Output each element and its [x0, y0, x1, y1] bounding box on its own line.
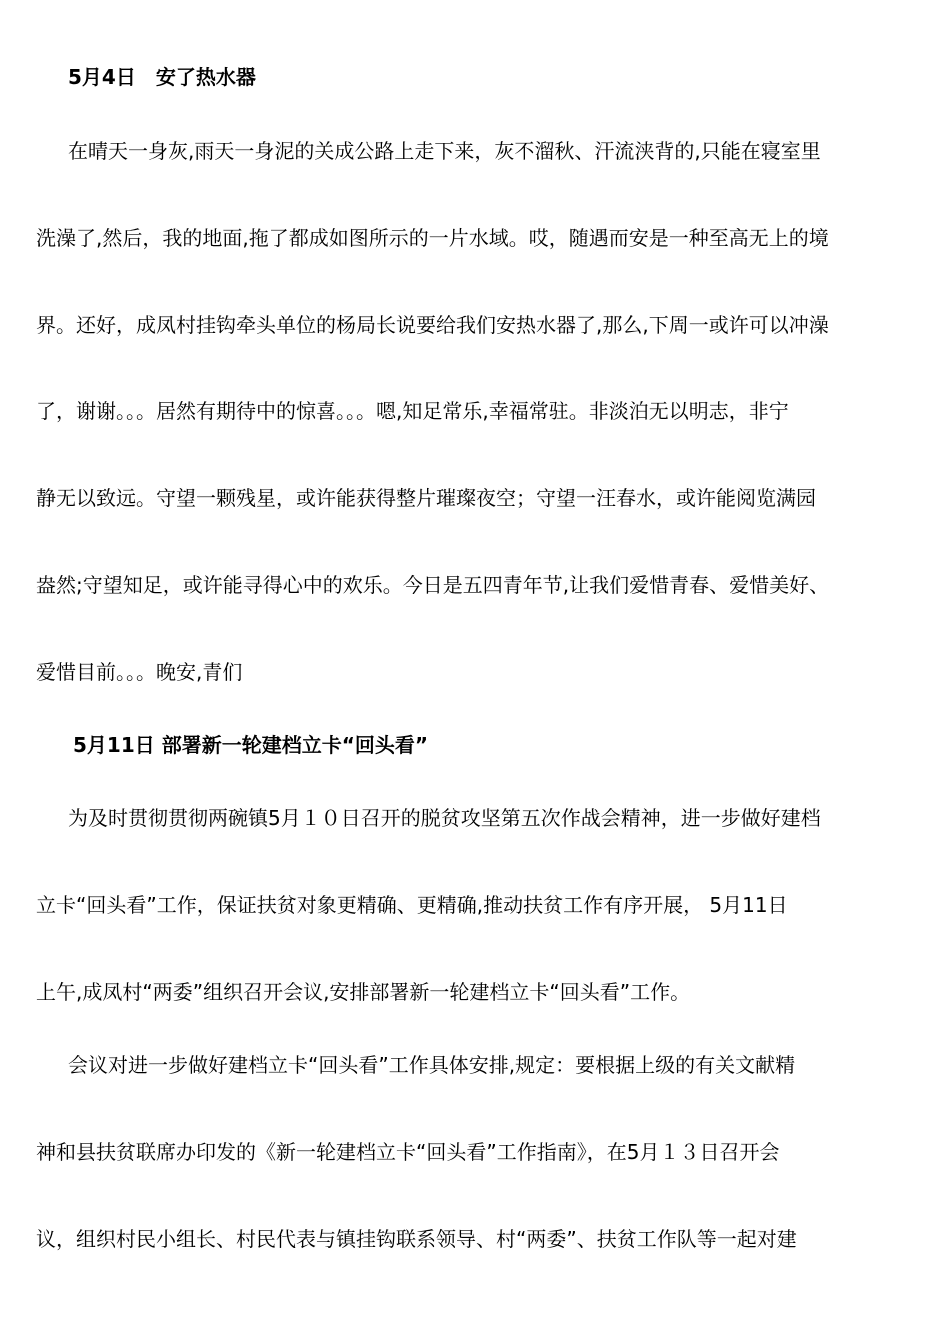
paragraph-line: 盎然;守望知足，或许能寻得心中的欢乐。今日是五四青年节,让我们爱惜青春、爱惜美好、 [36, 573, 830, 597]
section-heading-may-11: 5月11日 部署新一轮建档立卡“回头看” [73, 733, 428, 757]
section-heading-may-4: 5月4日 安了热水器 [68, 65, 256, 89]
paragraph-line: 了，谢谢。。。居然有期待中的惊喜。。。嗯,知足常乐,幸福常驻。非淡泊无以明志，非宁 [36, 399, 789, 423]
paragraph-line: 爱惜目前。。。晚安,青们 [36, 660, 243, 684]
paragraph-line: 界。还好，成凤村挂钩牵头单位的杨局长说要给我们安热水器了,那么,下周一或许可以冲澡 [36, 313, 829, 337]
paragraph-line: 洗澡了,然后，我的地面,拖了都成如图所示的一片水域。哎，随遇而安是一种至高无上的境 [36, 226, 829, 250]
paragraph-line: 会议对进一步做好建档立卡“回头看”工作具体安排,规定：要根据上级的有关文献精 [68, 1053, 796, 1077]
paragraph-line: 神和县扶贫联席办印发的《新一轮建档立卡“回头看”工作指南》，在5月１３日召开会 [36, 1140, 780, 1164]
paragraph-line: 在晴天一身灰,雨天一身泥的关成公路上走下来，灰不溜秋、汗流浃背的,只能在寝室里 [68, 139, 821, 163]
paragraph-line: 立卡“回头看”工作，保证扶贫对象更精确、更精确,推动扶贫工作有序开展， 5月11日 [36, 893, 788, 917]
paragraph-line: 为及时贯彻贯彻两碗镇5月１０日召开的脱贫攻坚第五次作战会精神，进一步做好建档 [68, 806, 821, 830]
paragraph-line: 上午,成凤村“两委”组织召开会议,安排部署新一轮建档立卡“回头看”工作。 [36, 980, 691, 1004]
paragraph-line: 议，组织村民小组长、村民代表与镇挂钩联系领导、村“两委”、扶贫工作队等一起对建 [36, 1227, 797, 1251]
paragraph-line: 静无以致远。守望一颗残星，或许能获得整片璀璨夜空；守望一汪春水，或许能阅览满园 [36, 486, 816, 510]
